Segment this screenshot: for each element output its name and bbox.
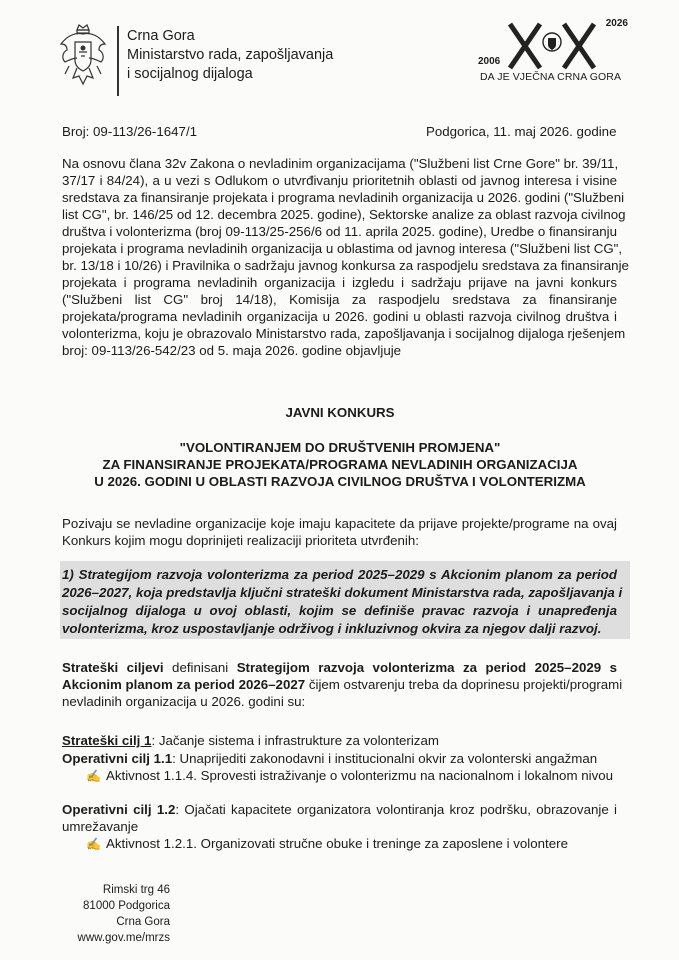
priority-line: 1) Strategijom razvoja volonterizma za period 2025–2029 s Akcionim planom za period	[62, 567, 617, 582]
strategic-goal-1	[62, 733, 439, 750]
footer-city: 81000 Podgorica	[83, 900, 170, 912]
call-subtitle-line1: ZA FINANSIRANJE PROJEKATA/PROGRAMA NEVLADINIH ORGANIZACIJA	[102, 457, 578, 472]
operational-goal-1-2-cont: umrežavanje	[62, 819, 139, 834]
intro-line: list CG", br. 146/25 od 12. decembra 2025. godine), Sektorske analize za oblast razvoja civilnog	[62, 207, 626, 222]
operational-goal-1-2	[62, 802, 617, 819]
intro-line: projekata i programa nevladinih organizacija u oblastima od javnog interesa ("Službeni list CG",	[62, 241, 623, 256]
activity-text: Aktivnost 1.2.1. Organizovati stručne obuke i treninge za zaposlene i volontere	[106, 836, 568, 851]
strategic-goal-text: : Jačanje sistema i infrastrukture za volonterizam	[151, 733, 439, 748]
reference-number: Broj: 09-113/26-1647/1	[62, 124, 198, 139]
intro-line: Na osnovu člana 32v Zakona o nevladinim organizacijama ("Službeni list Crne Gore" br. 39/11,	[62, 156, 619, 171]
call-name: "VOLONTIRANJEM DO DRUŠTVENIH PROMJENA"	[179, 440, 501, 455]
activity-text: Aktivnost 1.1.4. Sprovesti istraživanje o volonterizmu na nacionalnom i lokalnom nivou	[106, 768, 614, 783]
intro-line: sredstava za finansiranje projekata i programa nevladinih organizacija u 2026. godini ("Službeni	[62, 190, 625, 205]
intro-line: ("Službeni list CG" broj 14/18), Komisija za raspodjelu sredstava za finansiranje	[62, 292, 617, 307]
writing-hand-icon: ✍	[86, 769, 101, 783]
intro-line: projekata i programa nevladinih organizacija i izgledu i sadržaju prijave na javni konkurs	[62, 275, 617, 290]
footer-country: Crna Gora	[116, 916, 170, 928]
goals-connector: definisani	[163, 660, 237, 675]
strategic-goal-label: Strateški cilj 1	[62, 733, 152, 748]
country-name: Crna Gora	[127, 28, 195, 44]
invite-line: Konkurs kojim mogu doprinijeti realizaciji prioriteta utvrđenih:	[62, 533, 419, 548]
ministry-name-line1: Ministarstvo rada, zapošljavanja	[127, 47, 334, 63]
header-divider	[117, 26, 119, 96]
priority-line: 2026–2027, koja predstavlja ključni strateški dokument Ministarstva rada, zapošljavanja i	[62, 585, 623, 600]
strategy-name: Strategijom razvoja volonterizma za period 2025–2029 s	[236, 660, 617, 675]
priority-line: socijalnog dijaloga u ovoj oblasti, kojim se definiše pravac razvoja i unapređenja	[62, 603, 617, 618]
footer-address	[78, 882, 170, 946]
intro-line: br. 13/18 i 10/26) i Pravilnika o sadržaju javnog konkursa za raspodjelu sredstava za finansiranje	[62, 258, 629, 273]
intro-line: projekata/programa nevladinih organizacija u 2026. godini u oblasti razvoja civilnog društva i	[62, 309, 617, 324]
priority-line: volonterizma, kroz uspostavljanje održivog i inkluzivnog okvira za njegov dalji razvoj.	[62, 621, 602, 636]
xx-emblem-icon	[506, 20, 598, 72]
call-title: JAVNI KONKURS	[285, 405, 395, 420]
logo-year-end: 2026	[605, 18, 628, 29]
intro-line: 37/17 i 84/24), a u vezi s Odlukom o utvrđivanju prioritetnih oblasti od javnog interesa i visine	[62, 173, 617, 188]
intro-line: društva i volonterizma (broj 09-113/25-256/6 od 11. aprila 2025. godine), Uredbe o finansiranju	[62, 224, 617, 239]
writing-hand-icon: ✍	[86, 837, 101, 851]
goals-text: čijem ostvarenju treba da doprinesu projekti/programi	[305, 677, 623, 692]
operational-goal-1-1	[62, 751, 597, 768]
goals-label: Strateški ciljevi	[62, 660, 164, 675]
place-date: Podgorica, 11. maj 2026. godine	[426, 124, 617, 139]
coat-of-arms-icon	[55, 22, 111, 90]
footer-website: www.gov.me/mrzs	[77, 932, 170, 944]
logo-year-start: 2006	[478, 56, 501, 67]
intro-line: broj: 09-113/26-542/23 od 5. maja 2026. godine objavljuje	[62, 343, 402, 358]
call-subtitle-line2: U 2026. GODINI U OBLASTI RAZVOJA CIVILNOG DRUŠTVA I VOLONTERIZMA	[94, 474, 586, 489]
activity-1-1-4	[86, 768, 613, 783]
invite-line: Pozivaju se nevladine organizacije koje imaju kapacitete da prijave projekte/programe na ovaj	[62, 516, 617, 531]
operational-goal-label: Operativni cilj 1.2	[62, 802, 176, 817]
activity-1-2-1	[86, 836, 568, 851]
ministry-name-line2: i socijalnog dijaloga	[127, 66, 253, 82]
goals-line1	[62, 660, 617, 677]
goals-line2	[62, 677, 623, 694]
action-plan-name: Akcionim planom za period 2026–2027	[62, 677, 306, 692]
operational-goal-label: Operativni cilj 1.1	[62, 751, 173, 766]
anniversary-logo	[478, 18, 628, 86]
operational-goal-text: : Ojačati kapacitete organizatora volontiranja kroz podršku, obrazovanje i	[175, 802, 617, 817]
logo-slogan: DA JE VJEČNA CRNA GORA	[480, 71, 622, 83]
goals-line3: nevladinih organizacija u 2026. godini su:	[62, 694, 306, 709]
intro-line: volonterizma, koju je obrazovalo Ministarstvo rada, zapošljavanja i socijalnog dijaloga rješenjem	[62, 326, 626, 341]
institution-name	[127, 27, 333, 84]
footer-street: Rimski trg 46	[102, 884, 170, 896]
operational-goal-text: : Unaprijediti zakonodavni i institucionalni okvir za volonterski angažman	[172, 751, 598, 766]
